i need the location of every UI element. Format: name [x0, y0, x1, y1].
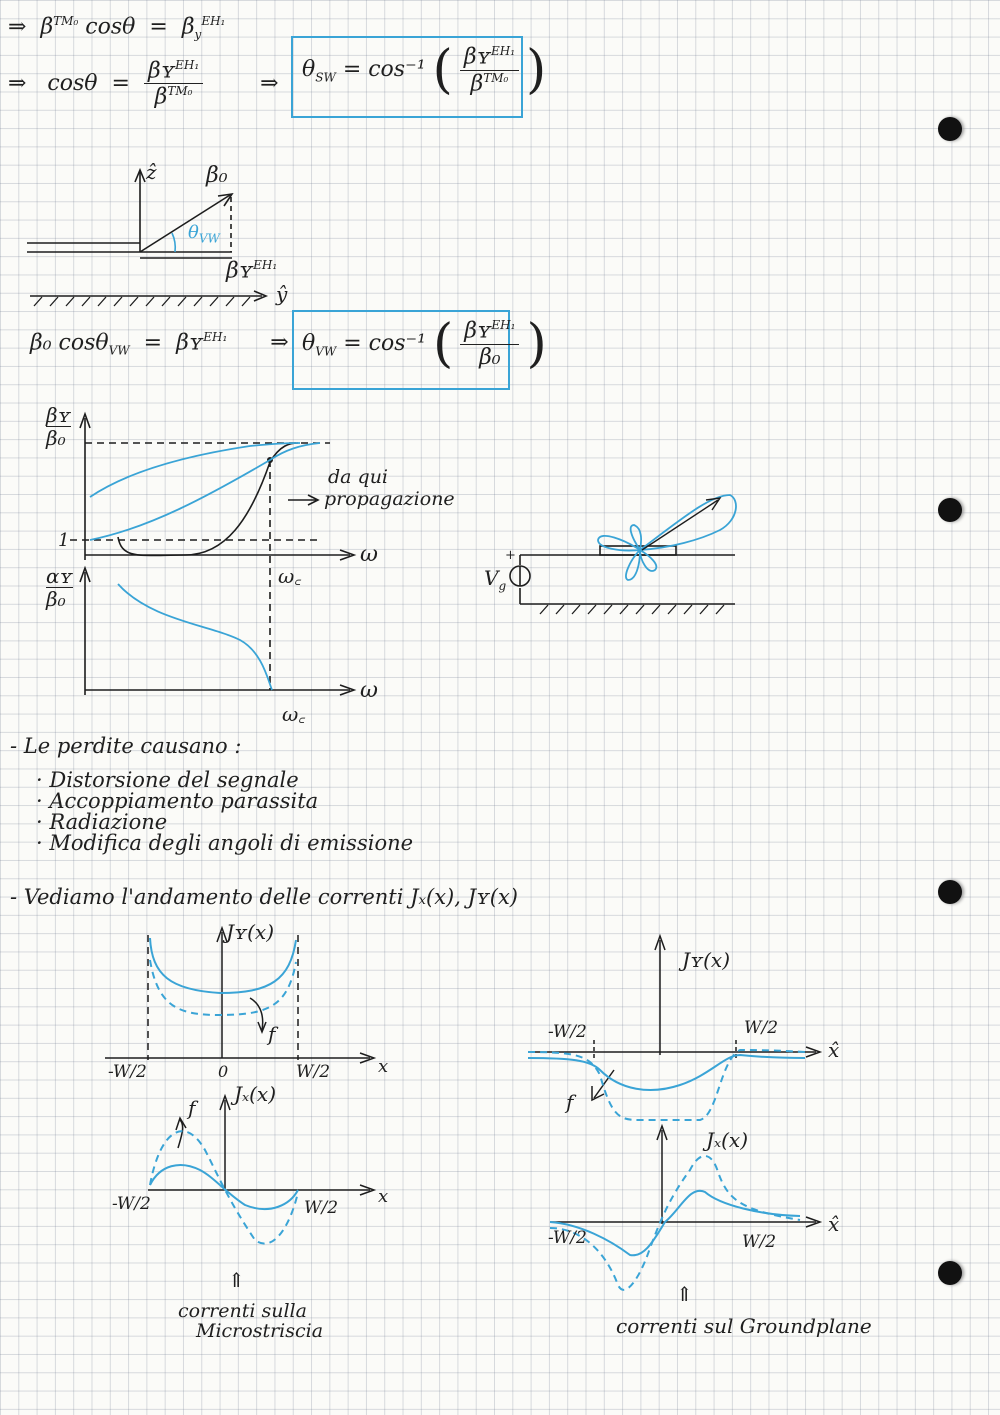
beta0-label: β₀ — [206, 163, 228, 188]
strip-jx-label: Jₓ(x) — [234, 1082, 277, 1106]
losses-bullet-2: · Accoppiamento parassita — [36, 789, 319, 813]
annotation-propagazione: propagazione — [324, 488, 455, 510]
losses-bullet-1: · Distorsione del segnale — [36, 768, 299, 792]
ground-minus-w2: -W/2 — [548, 1022, 587, 1042]
strip-w2: W/2 — [296, 1062, 331, 1082]
annotation-da-qui: da qui — [328, 466, 389, 488]
plus-label: + — [505, 548, 516, 563]
omega-c-label-2: ω꜀ — [282, 702, 306, 726]
theta-vw-label: $\theta_{VW}$ — [188, 222, 220, 246]
ground-jx-label: Jₓ(x) — [706, 1128, 749, 1152]
ground-w2: W/2 — [744, 1018, 779, 1038]
strip-w2b: W/2 — [304, 1198, 339, 1218]
ground-x-label: x̂ — [828, 1038, 840, 1062]
currents-title: - Vediamo l'andamento delle correnti Jₓ(x), Jʏ(x) — [10, 885, 518, 909]
omega-axis-label: ω — [360, 542, 378, 567]
ground-minus-w2b: -W/2 — [548, 1228, 587, 1248]
ground-w2b: W/2 — [742, 1232, 777, 1252]
equation-line-1: ⇒ $\beta^{TM_0}$ $\cos\theta = \beta_y^{EH_1}$ — [8, 14, 226, 42]
z-axis-label: ẑ — [146, 160, 157, 184]
strip-x2-label: x — [378, 1186, 389, 1207]
one-tick-label: 1 — [58, 530, 70, 551]
beta-y-ratio-label: βʏ β₀ — [46, 403, 71, 450]
ground-jy-label: Jʏ(x) — [682, 948, 731, 972]
alpha-y-ratio-label: αʏ β₀ — [46, 564, 73, 611]
strip-f-label: f — [268, 1022, 276, 1046]
theta-sw-formula: $\theta_{SW} = \cos^{-1}$ ( $\frac{\beta ʏ^{EH_1}}{\beta^{TM_0}}$ ) — [302, 40, 547, 100]
strip-f2-label: f — [188, 1096, 196, 1120]
strip-zero: 0 — [218, 1062, 229, 1081]
equation-line-3: β₀ cosθ$_{VW}$ = βʏ$^{EH_1}$ ⇒ — [30, 330, 289, 358]
losses-title: - Le perdite causano : — [10, 734, 242, 758]
omega-axis-label-2: ω — [360, 678, 378, 703]
strip-minus-w2b: -W/2 — [112, 1194, 151, 1214]
strip-minus-w2: -W/2 — [108, 1062, 147, 1082]
strip-caption-line2: Microstriscia — [196, 1320, 324, 1342]
strip-x-label: x — [378, 1056, 389, 1077]
beta-y-label: βʏ$^{EH_1}$ — [226, 258, 278, 284]
equation-line-2: ⇒ cosθ = $\frac{\beta ʏ^{EH_1}}{\beta^{TM_0}}$ ⇒ — [8, 58, 279, 110]
ground-arrow: ⇑ — [676, 1282, 693, 1306]
strip-arrow: ⇑ — [228, 1268, 245, 1292]
ground-caption: correnti sul Groundplane — [616, 1314, 872, 1338]
strip-caption-line1: correnti sulla — [178, 1300, 307, 1322]
y-axis-label: ŷ — [276, 282, 288, 306]
ground-x2-label: x̂ — [828, 1212, 840, 1236]
source-label: $V_g$ — [484, 566, 507, 593]
ground-f-label: f — [566, 1090, 574, 1114]
losses-bullet-3: · Radiazione — [36, 810, 168, 834]
omega-c-label: ω꜀ — [278, 564, 302, 588]
theta-vw-formula: $\theta_{VW} = \cos^{-1}$ ( $\frac{\beta ʏ^{EH_1}}{\text{β₀}}$ ) — [302, 314, 547, 374]
strip-jy-label: Jʏ(x) — [226, 920, 275, 944]
losses-bullet-4: · Modifica degli angoli di emissione — [36, 831, 414, 855]
